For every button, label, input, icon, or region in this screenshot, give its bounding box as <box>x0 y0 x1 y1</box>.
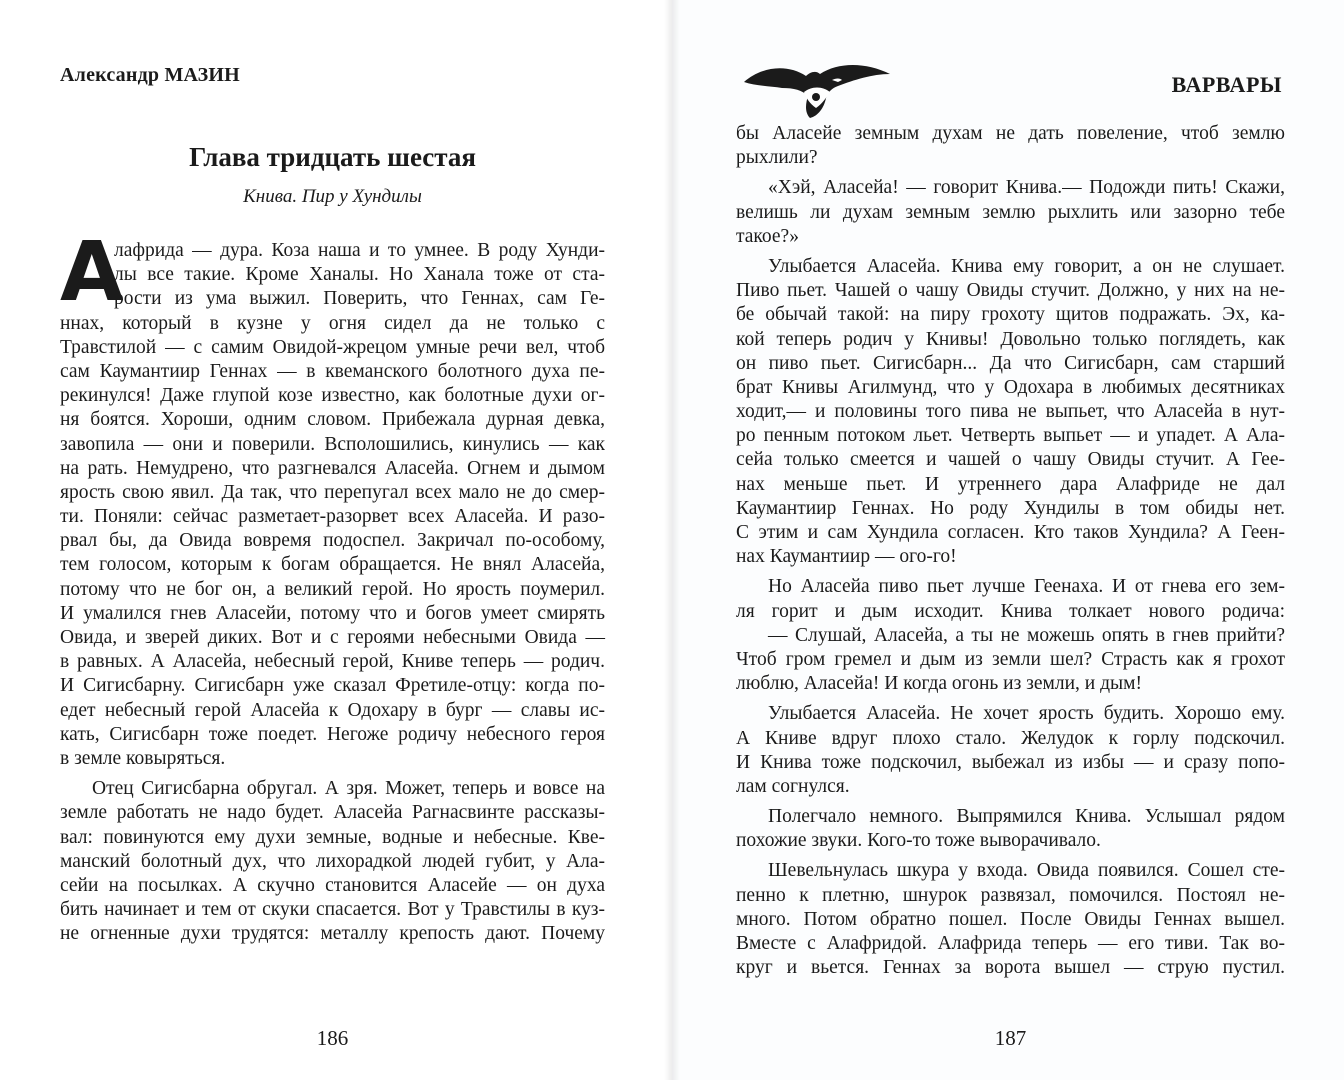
text-line: сам Каумантиир Геннах — в квеманского болотного духа пе- <box>60 360 605 382</box>
text-line: манский болотный дух, что лихорадкой людей губит, у Ала- <box>60 850 605 872</box>
text-line: едет небесный герой Аласейа к Одохару в бург — славы ис- <box>60 699 605 721</box>
text-line: ярость свою явил. Да так, что перепугал всех мало не до смер- <box>60 481 605 503</box>
text-line: Шевельнулась шкура у входа. Овида появился. Сошел сте- <box>768 860 1285 882</box>
eagle-emblem-icon <box>742 52 892 122</box>
drop-cap: А <box>60 225 124 320</box>
text-line: на рать. Немудрено, что разгневался Аласейа. Огнем и дымом <box>60 457 605 479</box>
text-line: рекинулся! Даже глупой козе известно, как болотные духи ог- <box>60 385 605 407</box>
text-line: бить начинает и тем от скуки спасается. Вот у Травстилы в куз- <box>60 899 605 921</box>
text-line: лам согнулся. <box>736 775 850 797</box>
text-line: Полегчало немного. Выпрямился Книва. Услышал рядом <box>768 806 1285 828</box>
text-line: кать, Сигисбарн тоже поедет. Негоже родичу небесного героя <box>60 723 605 745</box>
text-line: Но Аласейа пиво пьет лучше Геенаха. И от гнева его зем- <box>768 576 1285 598</box>
chapter-subtitle: Книва. Пир у Хундилы <box>243 186 422 207</box>
text-line: он пиво пьет. Сигисбарн... Да что Сигисбарн, сам старший <box>736 352 1285 374</box>
text-line: земле работать не надо будет. Аласейа Рагнасвинте рассказы- <box>60 802 605 824</box>
text-line: Вместе с Алафридой. Алафрида теперь — его тиви. Так во- <box>736 933 1285 954</box>
text-line: — Слушай, Аласейа, а ты не можешь опять в гнев прийти? <box>768 624 1285 646</box>
text-line: не огненные духи трудятся: металлу крепость дают. Почему <box>60 923 605 945</box>
text-line: рости из ума выжил. Поверить, что Геннах, сам Ге- <box>114 288 605 310</box>
text-line: в равных. А Аласейа, небесный герой, Книве теперь — родич. <box>60 651 605 673</box>
text-line: круг и вьется. Геннах за ворота вышел — струю пустил. <box>736 957 1285 979</box>
running-head-title: ВАРВАРЫ <box>1171 72 1282 97</box>
text-line: лафрида — дура. Коза наша и то умнее. В роду Хунди- <box>114 240 605 261</box>
right-page <box>672 0 1344 1080</box>
text-line: бы Аласейе земным духам не дать повеление, чтоб землю <box>736 123 1285 144</box>
text-line: «Хэй, Аласейа! — говорит Книва.— Подожди пить! Скажи, <box>768 177 1285 199</box>
text-line: люблю, Аласейа! И когда огонь из земли, и дым! <box>736 673 1142 695</box>
text-line: Каумантиир Геннах. Но роду Хундилы в том обиды нет. <box>736 497 1285 519</box>
text-line: сейи на посылках. А скучно становится Аласейе — он духа <box>60 874 605 896</box>
text-line: ти. Поняли: сейчас разметает-разорвет всех Аласейа. И разо- <box>60 506 605 528</box>
text-line: ня боятся. Хороши, одним словом. Прибежала дурная девка, <box>60 409 605 431</box>
text-line: Овида, и зверей диких. Вот и с героями небесными Овида — <box>60 627 605 648</box>
text-line: завопила — они и поверили. Всполошились, кинулись — как <box>60 433 605 455</box>
text-line: потому что не бог он, а великий герой. Но ярость поумерил. <box>60 578 605 600</box>
text-line: С этим и сам Хундила согласен. Кто таков Хундила? А Геен- <box>736 522 1285 543</box>
text-line: лы все такие. Кроме Ханалы. Но Ханала тоже от ста- <box>114 264 605 286</box>
page-number-left: 186 <box>316 1026 349 1050</box>
text-line: нах Каумантиир — ого-го! <box>736 546 957 568</box>
text-line: Пиво пьет. Чашей о чашу Овиды стучит. Должно, у них на не- <box>736 280 1285 302</box>
left-page-text <box>60 225 605 946</box>
text-line: рвал бы, да Овида вовремя подоспел. Закричал по-особому, <box>60 530 605 552</box>
right-page-text <box>736 122 1285 980</box>
page-number-right: 187 <box>994 1026 1027 1050</box>
text-line: Улыбается Аласейа. Книва ему говорит, а он не слушает. <box>768 255 1285 277</box>
text-line: в земле ковыряться. <box>60 747 226 769</box>
text-line: Отец Сигисбарна обругал. А зря. Может, теперь и вовсе на <box>92 778 605 800</box>
text-line: И умалился гнев Аласейи, потому что и богов умеет смирять <box>60 602 605 624</box>
text-line: нах меньше пьет. И утреннего дара Алафриде не дал <box>736 473 1285 495</box>
text-line: ходит,— и половины того пива не выпьет, что Аласейа в нут- <box>736 401 1285 423</box>
text-line: ро пенным потоком льет. Четверть выпьет — и упадет. А Ала- <box>736 425 1285 447</box>
text-line: много. Потом обратно пошел. После Овиды Геннах вышел. <box>736 908 1285 930</box>
running-head-author: Александр МАЗИН <box>60 64 240 86</box>
text-line: И Книва тоже подскочил, выбежал из избы — и сразу попо- <box>736 751 1285 773</box>
text-line: Чтоб гром гремел и дым из земли шел? Страсть как я грохот <box>736 648 1285 670</box>
text-line: рыхлили? <box>736 147 818 169</box>
chapter-title: Глава тридцать шестая <box>189 142 476 172</box>
text-line: брат Книвы Агилмунд, что у Одохара в любимых десятниках <box>736 376 1285 398</box>
text-line: похожие звуки. Кого-то тоже выворачивало. <box>736 830 1101 852</box>
text-line: ннах, который в кузне у огня сидел да не только с <box>60 312 605 334</box>
text-line: Травстилой — с самим Овидой-жрецом умные речи вел, чтоб <box>60 336 605 358</box>
text-line: Улыбается Аласейа. Не хочет ярость будить. Хорошо ему. <box>768 703 1285 725</box>
text-line: сейа только смеется и чашей о чашу Овиды стучит. А Гее- <box>736 449 1285 471</box>
text-line: пенно к плетню, шнурок развязал, помочился. Постоял не- <box>736 884 1285 906</box>
book-gutter <box>664 0 680 1080</box>
text-line: кой теперь родич у Книвы! Довольно только поглядеть, как <box>736 328 1285 350</box>
text-line: тем голосом, которым к богам обращается. Не внял Аласейа, <box>60 554 605 576</box>
text-line: бе обычай такой: на пиру грохоту щитов подражать. Эх, ка- <box>736 304 1285 326</box>
text-line: вал: повинуются ему духи земные, водные и небесные. Кве- <box>60 826 605 848</box>
text-line: ля горит и дым исходит. Книва толкает нового родича: <box>736 600 1285 622</box>
text-line: И Сигисбарну. Сигисбарн уже сказал Фретиле-отцу: когда по- <box>60 675 605 697</box>
text-line: такое?» <box>736 225 799 247</box>
text-line: А Книве вдруг плохо стало. Желудок к горлу подскочил. <box>736 727 1285 749</box>
text-line: велишь ли духам земным землю рыхлить или зазорно тебе <box>736 201 1285 223</box>
